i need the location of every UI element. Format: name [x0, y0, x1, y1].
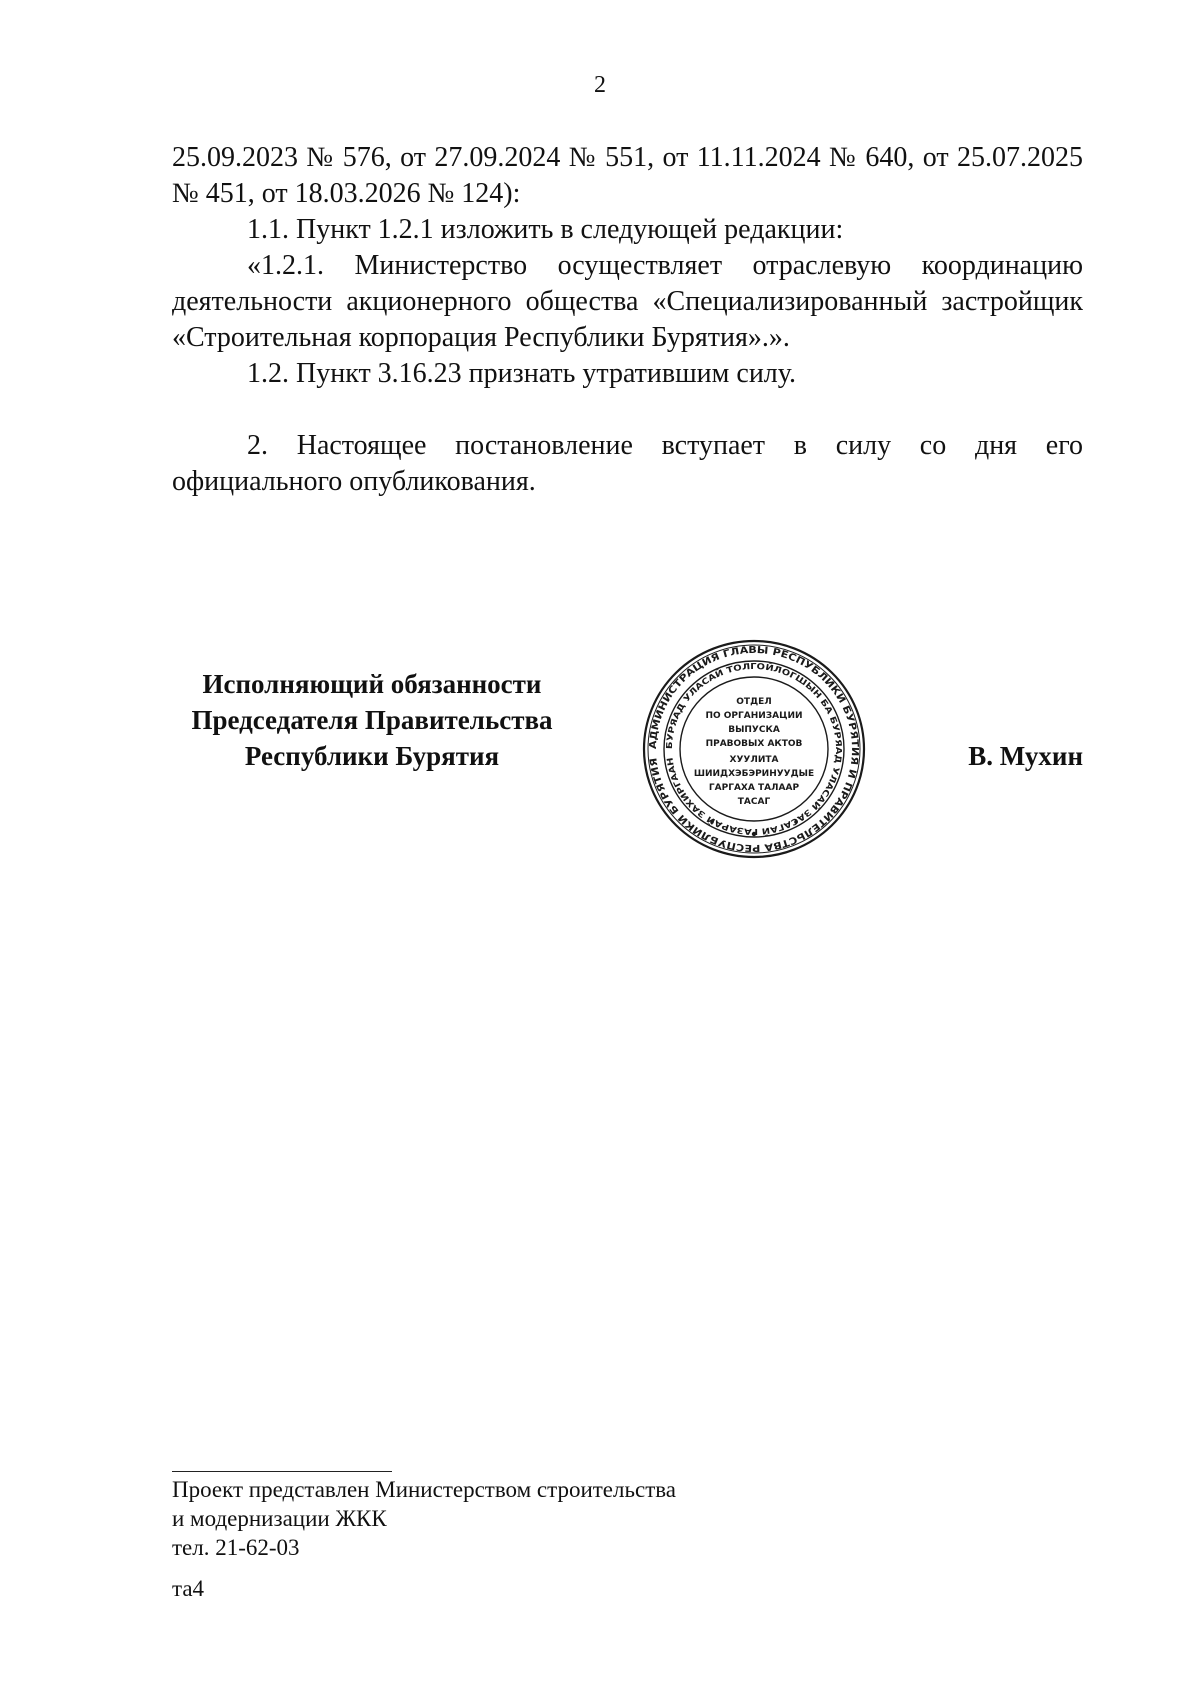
- signer-position-line: Председателя Правительства: [191, 705, 553, 735]
- svg-text:ШИИДХЭБЭРИНУУДЫЕ: ШИИДХЭБЭРИНУУДЫЕ: [693, 769, 815, 779]
- signer-position: [172, 666, 572, 774]
- official-seal-stamp: [640, 638, 868, 860]
- stamp-rings: [644, 641, 864, 857]
- stamp-center-text: [694, 697, 814, 807]
- stamp-inner-ring-text: БУРЯАД УЛАСАЙ ТОЛГОЙЛОГШЫН БА БУРЯАД УЛАСАЙ ЗА АГАЙ ГАЗАРА ЗАХИРГААН: [663, 660, 845, 838]
- svg-text:ПРАВОВЫХ АКТОВ: ПРАВОВЫХ АКТОВ: [705, 739, 803, 749]
- svg-text:ГАРГАХА ТАЛААР: ГАРГАХА ТАЛААР: [708, 783, 800, 793]
- body-paragraph-item-1-1: 1.1. Пункт 1.2.1 изложить в следующей редакции:: [247, 214, 844, 245]
- stamp-outer-ring-text: АДМИНИСТРАЦИЯ ГЛАВЫ РЕСПУБЛИКИ БУРЯТИЯ И ПРАВИТЕЛЬСТВА РЕСПУБЛИКИ БУРЯТИЯ: [647, 644, 861, 854]
- svg-text:ВЫПУСКА: ВЫПУСКА: [728, 725, 780, 735]
- body-paragraph-item-1-2: 1.2. Пункт 3.16.23 признать утратившим силу.: [247, 358, 796, 389]
- document-body: [172, 140, 1083, 500]
- document-code: та4: [172, 1576, 205, 1601]
- footnote-line: Проект представлен Министерством строительства: [172, 1477, 677, 1502]
- svg-text:ТАСАГ: ТАСАГ: [737, 797, 771, 807]
- page-number: 2: [594, 72, 606, 98]
- footnote-divider: [172, 1471, 392, 1472]
- svg-text:ОТДЕЛ: ОТДЕЛ: [736, 697, 772, 707]
- body-paragraph-continuation: 25.09.2023 № 576, от 27.09.2024 № 551, от 11.11.2024 № 640, от 25.07.2025 № 451, от 18.03.2026 № 124):: [172, 142, 1083, 209]
- body-paragraph-quoted-1-2-1: «1.2.1. Министерство осуществляет отраслевую координацию деятельности акционерного общества «Специализированный застройщик «Строительная корпорация Республики Бурятия».».: [172, 250, 1083, 353]
- footnote-line: тел. 21-62-03: [172, 1535, 300, 1560]
- paragraph-gap: [172, 392, 1083, 428]
- footnote-line: и модернизации ЖКК: [172, 1506, 387, 1531]
- body-paragraph-item-2: 2. Настоящее постановление вступает в силу со дня его официального опубликования.: [172, 430, 1083, 497]
- signer-name: В. Мухин: [968, 741, 1083, 771]
- signer-position-line: Исполняющий обязанности: [202, 669, 542, 699]
- svg-text:ХУУЛИТА: ХУУЛИТА: [729, 755, 779, 765]
- footnote: [172, 1475, 676, 1562]
- signer-position-line: Республики Бурятия: [244, 741, 500, 771]
- svg-text:ПО ОРГАНИЗАЦИИ: ПО ОРГАНИЗАЦИИ: [705, 711, 803, 721]
